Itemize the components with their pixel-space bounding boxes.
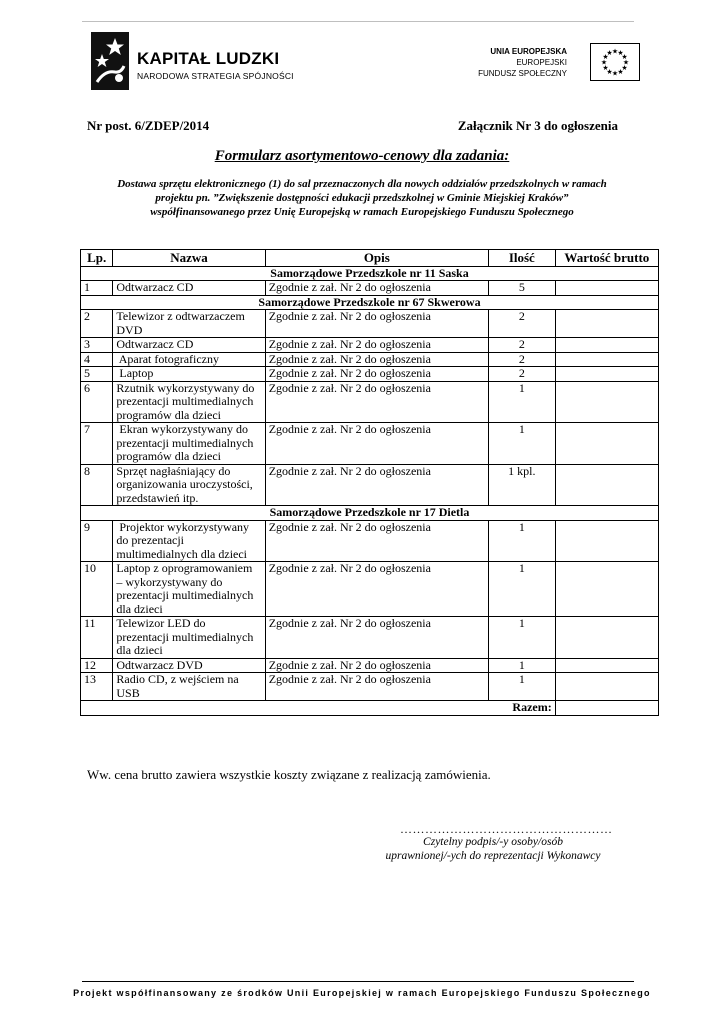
- table-row: [81, 423, 659, 465]
- table-row: [81, 367, 659, 382]
- cell-nazwa: [113, 423, 265, 465]
- cell-opis: Zgodnie z zał. Nr 2 do ogłoszenia: [265, 338, 488, 353]
- table-header-row: [81, 250, 659, 267]
- cell-ilosc: 1: [488, 423, 555, 465]
- eu-star-icon: ★: [617, 68, 624, 77]
- eu-star-icon: ★: [606, 48, 613, 57]
- column-header-opis: Opis: [265, 250, 488, 267]
- section-row: [81, 506, 659, 521]
- eu-star-icon: ★: [611, 47, 619, 56]
- eu-star-icon: ★: [617, 48, 624, 57]
- cell-nazwa-line: – wykorzystywany do: [116, 574, 223, 589]
- cell-nazwa: [113, 464, 265, 506]
- cell-lp: 1: [81, 281, 113, 296]
- table-row: [81, 658, 659, 673]
- table-row: [81, 352, 659, 367]
- table-row: [81, 310, 659, 338]
- cell-nazwa-line: dla dzieci: [116, 643, 163, 657]
- cell-ilosc: 1: [488, 562, 555, 617]
- cell-wartosc[interactable]: [555, 562, 658, 617]
- eu-star-icon: ★: [621, 64, 628, 72]
- form-title: Formularz asortymentowo-cenowy dla zadania:: [214, 148, 510, 164]
- eu-flag-icon: [590, 43, 640, 81]
- cell-ilosc: 1: [488, 381, 555, 423]
- cell-opis: Zgodnie z zał. Nr 2 do ogłoszenia: [265, 673, 488, 701]
- cell-nazwa-line: Sprzęt nagłaśniający do: [116, 463, 231, 478]
- cell-wartosc[interactable]: [555, 658, 658, 673]
- column-header-ilosc: Ilość: [488, 250, 555, 267]
- cell-nazwa-line: DVD: [116, 322, 143, 337]
- section-row: [81, 266, 659, 281]
- price-form-table: [80, 249, 659, 716]
- cell-nazwa-line: multimedialnych dla dzieci: [116, 546, 248, 561]
- eu-star-icon: ★: [611, 69, 619, 78]
- cell-wartosc[interactable]: [555, 520, 658, 562]
- total-value-cell[interactable]: [555, 701, 658, 716]
- cell-nazwa: [113, 520, 265, 562]
- eu-star-icon: ★: [621, 53, 628, 61]
- cell-wartosc[interactable]: [555, 464, 658, 506]
- eu-logo-line2: EUROPEJSKI: [516, 58, 567, 67]
- cell-nazwa-line: prezentacji multimedialnych: [116, 394, 254, 408]
- cell-nazwa-line: Aparat fotograficzny: [116, 351, 220, 366]
- cell-wartosc[interactable]: [555, 352, 658, 367]
- footer-divider: [82, 981, 634, 982]
- cell-opis: Zgodnie z zał. Nr 2 do ogłoszenia: [265, 310, 488, 338]
- cell-wartosc[interactable]: [555, 381, 658, 423]
- cell-lp: 6: [81, 381, 113, 423]
- cell-nazwa: [113, 281, 265, 296]
- signature-caption-2: uprawnionej/-ych do reprezentacji Wykonawcy: [385, 850, 601, 862]
- cell-nazwa: [113, 381, 265, 423]
- cell-nazwa-line: Laptop z oprogramowaniem: [116, 561, 253, 575]
- cell-lp: 8: [81, 464, 113, 506]
- cell-nazwa-line: Radio CD, z wejściem na: [116, 672, 239, 686]
- cell-nazwa: [113, 658, 265, 673]
- section-label: Samorządowe Przedszkole nr 17 Dietla: [81, 506, 659, 521]
- cell-opis: Zgodnie z zał. Nr 2 do ogłoszenia: [265, 617, 488, 659]
- cell-nazwa-line: Rzutnik wykorzystywany do: [116, 380, 255, 395]
- cell-nazwa: [113, 562, 265, 617]
- section-label: Samorządowe Przedszkole nr 11 Saska: [81, 266, 659, 281]
- cell-opis: Zgodnie z zał. Nr 2 do ogłoszenia: [265, 281, 488, 296]
- cell-nazwa-line: USB: [116, 685, 140, 700]
- eu-star-icon: ★: [602, 53, 609, 61]
- eu-logo-line1: UNIA EUROPEJSKA: [490, 47, 567, 56]
- footer-text: Projekt współfinansowany ze środków Unii Europejskiej w ramach Europejskiego Funduszu Społecznego: [73, 988, 651, 998]
- cell-wartosc[interactable]: [555, 423, 658, 465]
- form-subtitle: [80, 177, 644, 219]
- cell-nazwa-line: dla dzieci: [116, 601, 163, 616]
- cell-ilosc: 1: [488, 658, 555, 673]
- cell-wartosc[interactable]: [555, 338, 658, 353]
- table-row: [81, 381, 659, 423]
- eu-star-icon: ★: [600, 58, 608, 67]
- section-row: [81, 295, 659, 310]
- cell-ilosc: 5: [488, 281, 555, 296]
- kapital-ludzki-title: KAPITAŁ LUDZKI: [137, 49, 280, 68]
- kapital-ludzki-subtitle: NARODOWA STRATEGIA SPÓJNOŚCI: [137, 71, 294, 81]
- cell-lp: 12: [81, 658, 113, 673]
- subtitle-line: projektu pn. ”Zwiększenie dostępności edukacji przedszkolnej w Gminie Miejskiej Kraków”: [155, 192, 569, 204]
- attachment-label: Załącznik Nr 3 do ogłoszenia: [457, 118, 618, 133]
- cell-nazwa-line: Projektor wykorzystywany: [116, 519, 250, 534]
- cell-ilosc: 2: [488, 310, 555, 338]
- cell-nazwa-line: Ekran wykorzystywany do: [116, 422, 249, 436]
- cell-nazwa: [113, 673, 265, 701]
- cell-lp: 11: [81, 617, 113, 659]
- kapital-ludzki-logo: [91, 32, 294, 92]
- eu-logo: [470, 41, 640, 85]
- cell-nazwa-line: programów dla dzieci: [116, 449, 222, 463]
- eu-star-icon: ★: [622, 58, 630, 67]
- table-body: [81, 266, 659, 701]
- cell-opis: Zgodnie z zał. Nr 2 do ogłoszenia: [265, 381, 488, 423]
- cell-nazwa-line: Laptop: [116, 366, 154, 380]
- cell-opis: Zgodnie z zał. Nr 2 do ogłoszenia: [265, 464, 488, 506]
- cell-nazwa: [113, 617, 265, 659]
- cell-lp: 5: [81, 367, 113, 382]
- cell-nazwa-line: prezentacji multimedialnych: [116, 588, 254, 602]
- cell-ilosc: 1: [488, 617, 555, 659]
- cell-lp: 13: [81, 673, 113, 701]
- table-row: [81, 520, 659, 562]
- total-label: Razem:: [81, 701, 556, 716]
- cell-nazwa-line: przedstawień itp.: [116, 490, 199, 505]
- cell-wartosc[interactable]: [555, 310, 658, 338]
- cell-ilosc: 2: [488, 352, 555, 367]
- eu-logo-line3: FUNDUSZ SPOŁECZNY: [478, 69, 567, 78]
- table-row: [81, 673, 659, 701]
- cell-lp: 7: [81, 423, 113, 465]
- subtitle-line: współfinansowanego przez Unię Europejską w ramach Europejskiego Funduszu Społecznego: [150, 206, 574, 218]
- cell-wartosc[interactable]: [555, 281, 658, 296]
- cell-wartosc[interactable]: [555, 367, 658, 382]
- header-divider: [82, 21, 634, 22]
- eu-star-icon: ★: [602, 64, 609, 72]
- reference-number: Nr post. 6/ZDEP/2014: [87, 118, 210, 133]
- subtitle-line: Dostawa sprzętu elektronicznego (1) do sal przeznaczonych dla nowych oddziałów przedszkolnych w ramach: [117, 178, 607, 190]
- cell-nazwa-line: Odtwarzacz CD: [116, 337, 194, 351]
- cell-nazwa-line: Odtwarzacz DVD: [116, 657, 203, 672]
- cell-lp: 3: [81, 338, 113, 353]
- cell-nazwa: [113, 352, 265, 367]
- cell-ilosc: 2: [488, 367, 555, 382]
- cell-opis: Zgodnie z zał. Nr 2 do ogłoszenia: [265, 367, 488, 382]
- cell-wartosc[interactable]: [555, 617, 658, 659]
- cell-nazwa-line: prezentacji multimedialnych: [116, 629, 254, 644]
- table-row: [81, 617, 659, 659]
- cell-nazwa-line: Telewizor z odtwarzaczem: [116, 309, 245, 323]
- total-row: [81, 701, 659, 716]
- cell-nazwa-line: Telewizor LED do: [116, 616, 206, 630]
- cell-opis: Zgodnie z zał. Nr 2 do ogłoszenia: [265, 562, 488, 617]
- signature-line: ……………………………………………: [400, 822, 613, 836]
- cell-nazwa-line: organizowania uroczystości,: [116, 477, 253, 491]
- cell-lp: 4: [81, 352, 113, 367]
- cell-ilosc: 1 kpl.: [488, 464, 555, 506]
- cell-lp: 2: [81, 310, 113, 338]
- signature-caption-1: Czytelny podpis/-y osoby/osób: [423, 836, 563, 848]
- cell-lp: 10: [81, 562, 113, 617]
- eu-star-icon: ★: [606, 68, 613, 77]
- cell-nazwa: [113, 338, 265, 353]
- cell-opis: Zgodnie z zał. Nr 2 do ogłoszenia: [265, 658, 488, 673]
- cell-nazwa-line: Odtwarzacz CD: [116, 280, 194, 294]
- cell-opis: Zgodnie z zał. Nr 2 do ogłoszenia: [265, 352, 488, 367]
- table-row: [81, 562, 659, 617]
- column-header-nazwa: Nazwa: [113, 250, 265, 267]
- cell-nazwa-line: programów dla dzieci: [116, 407, 222, 422]
- section-label: Samorządowe Przedszkole nr 67 Skwerowa: [81, 295, 659, 310]
- cell-nazwa: [113, 367, 265, 382]
- cell-ilosc: 2: [488, 338, 555, 353]
- table-row: [81, 281, 659, 296]
- cell-lp: 9: [81, 520, 113, 562]
- kapital-ludzki-emblem-icon: [91, 32, 129, 90]
- cell-opis: Zgodnie z zał. Nr 2 do ogłoszenia: [265, 520, 488, 562]
- table-row: [81, 464, 659, 506]
- column-header-wartosc: Wartość brutto: [555, 250, 658, 267]
- cell-nazwa-line: do prezentacji: [116, 533, 185, 547]
- cell-ilosc: 1: [488, 520, 555, 562]
- cell-opis: Zgodnie z zał. Nr 2 do ogłoszenia: [265, 423, 488, 465]
- cell-nazwa-line: prezentacji multimedialnych: [116, 435, 254, 450]
- cell-wartosc[interactable]: [555, 673, 658, 701]
- cell-ilosc: 1: [488, 673, 555, 701]
- table-row: [81, 338, 659, 353]
- cell-nazwa: [113, 310, 265, 338]
- price-note: Ww. cena brutto zawiera wszystkie koszty związane z realizacją zamówienia.: [87, 767, 491, 782]
- column-header-lp: Lp.: [81, 250, 113, 267]
